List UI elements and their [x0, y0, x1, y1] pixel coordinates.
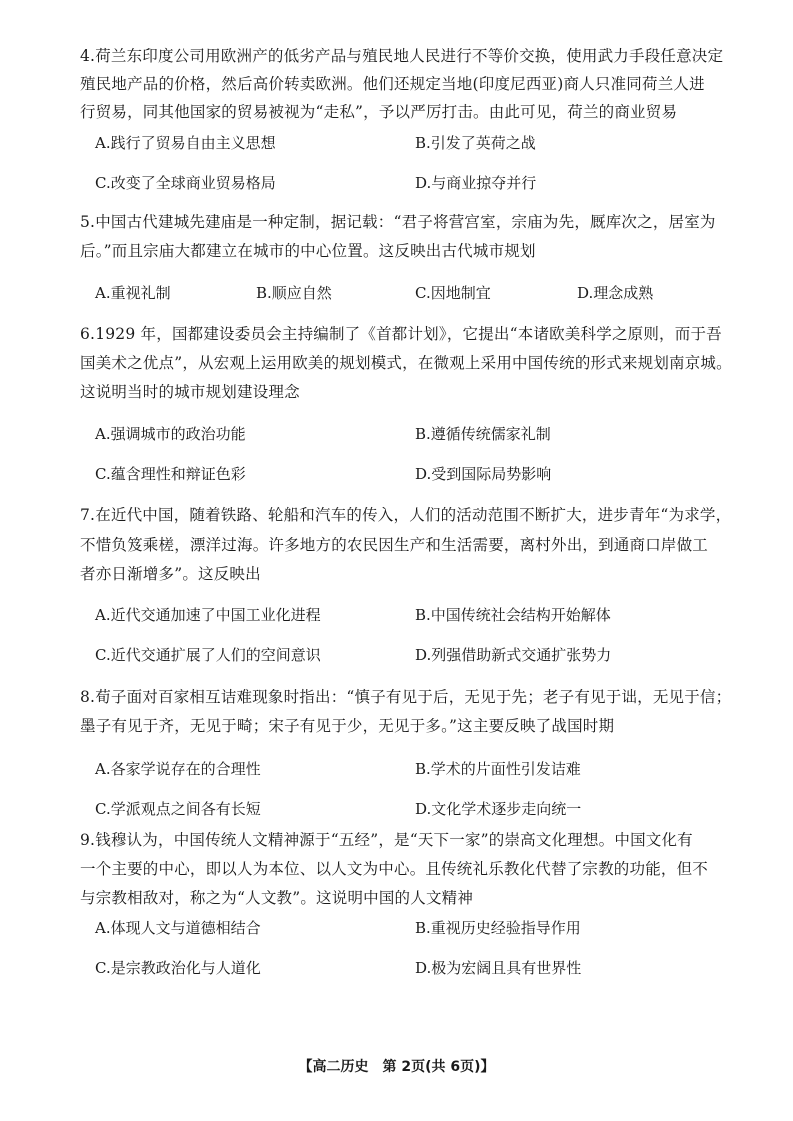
option-d: D.与商业掠夺并行 — [415, 174, 537, 192]
option-a: A.重视礼制 — [95, 284, 171, 302]
question-stem-line: 行贸易，同其他国家的贸易被视为“走私”，予以严厉打击。由此可见，荷兰的商业贸易 — [80, 103, 678, 121]
option-b: B.遵循传统儒家礼制 — [415, 425, 551, 443]
question-stem-line: 7.在近代中国，随着铁路、轮船和汽车的传入，人们的活动范围不断扩大，进步青年“为求学， — [80, 506, 732, 524]
question-stem-line: 国美术之优点”，从宏观上运用欧美的规划模式，在微观上采用中国传统的形式来规划南京城。 — [80, 354, 732, 372]
question-stem-line: 4.荷兰东印度公司用欧洲产的低劣产品与殖民地人民进行不等价交换，使用武力手段任意决定 — [80, 47, 724, 65]
option-c: C.学派观点之间各有长短 — [95, 800, 261, 818]
option-a: A.强调城市的政治功能 — [95, 425, 246, 443]
option-d: D.理念成熟 — [577, 284, 654, 302]
question-stem-line: 9.钱穆认为，中国传统人文精神源于“五经”，是“天下一家”的崇高文化理想。中国文化有 — [80, 831, 693, 849]
option-d: D.受到国际局势影响 — [415, 465, 552, 483]
option-a: A.践行了贸易自由主义思想 — [95, 134, 276, 152]
option-c: C.近代交通扩展了人们的空间意识 — [95, 646, 321, 664]
question-stem-line: 者亦日渐增多”。这反映出 — [80, 565, 261, 583]
question-stem-line: 6.1929 年，国都建设委员会主持编制了《首都计划》，它提出“本诸欧美科学之原则，而于吾 — [80, 325, 722, 343]
option-c: C.蕴含理性和辩证色彩 — [95, 465, 246, 483]
question-stem-line: 不惜负笈乘槎，漂洋过海。许多地方的农民因生产和生活需要，离村外出，到通商口岸做工 — [80, 536, 709, 554]
question-stem-line: 5.中国古代建城先建庙是一种定制，据记载：“君子将营宫室，宗庙为先，厩库次之，居室为 — [80, 213, 716, 231]
option-c: C.因地制宜 — [415, 284, 491, 302]
question-stem-line: 一个主要的中心，即以人为本位、以人文为中心。且传统礼乐教化代替了宗教的功能，但不 — [80, 860, 709, 878]
option-a: A.各家学说存在的合理性 — [95, 760, 261, 778]
option-b: B.中国传统社会结构开始解体 — [415, 606, 611, 624]
option-b: B.引发了英荷之战 — [415, 134, 536, 152]
option-a: A.近代交通加速了中国工业化进程 — [95, 606, 321, 624]
question-stem-line: 8.荀子面对百家相互诘难现象时指出：“慎子有见于后，无见于先；老子有见于诎，无见于信； — [80, 688, 732, 706]
option-b: B.学术的片面性引发诘难 — [415, 760, 581, 778]
option-d: D.极为宏阔且具有世界性 — [415, 959, 582, 977]
page-footer: 【高二历史 第 2页(共 6页)】 — [298, 1059, 495, 1075]
question-stem-line: 与宗教相敌对，称之为“人文教”。这说明中国的人文精神 — [80, 889, 474, 907]
option-b: B.顺应自然 — [256, 284, 332, 302]
option-a: A.体现人文与道德相结合 — [95, 919, 261, 937]
option-d: D.列强借助新式交通扩张势力 — [415, 646, 612, 664]
question-stem-line: 后。”而且宗庙大都建立在城市的中心位置。这反映出古代城市规划 — [80, 242, 536, 260]
option-b: B.重视历史经验指导作用 — [415, 919, 581, 937]
question-stem-line: 墨子有见于齐，无见于畸；宋子有见于少，无见于多。”这主要反映了战国时期 — [80, 717, 615, 735]
option-c: C.是宗教政治化与人道化 — [95, 959, 261, 977]
question-stem-line: 殖民地产品的价格，然后高价转卖欧洲。他们还规定当地(印度尼西亚)商人只准同荷兰人进 — [80, 75, 705, 93]
option-c: C.改变了全球商业贸易格局 — [95, 174, 276, 192]
option-d: D.文化学术逐步走向统一 — [415, 800, 582, 818]
question-stem-line: 这说明当时的城市规划建设理念 — [80, 383, 300, 401]
